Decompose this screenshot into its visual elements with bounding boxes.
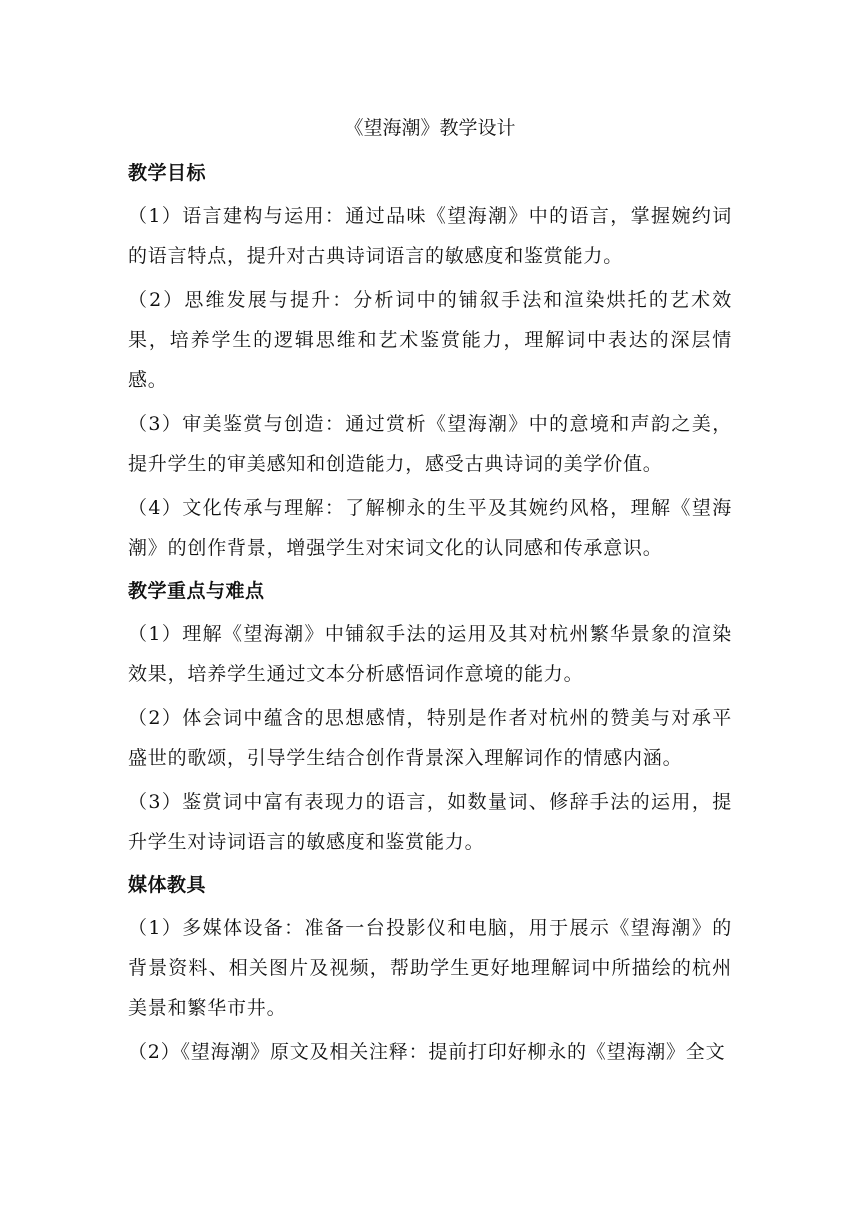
section-heading: 教学目标 (128, 162, 207, 184)
paragraph: （1）理解《望海潮》中铺叙手法的运用及其对杭州繁华景象的渲染效果，培养学生通过文本分析感悟词作意境的能力。 (128, 623, 732, 685)
paragraph: （4）文化传承与理解：了解柳永的生平及其婉约风格，理解《望海潮》的创作背景，增强学生对宋词文化的认同感和传承意识。 (128, 497, 732, 559)
paragraph: （2）体会词中蕴含的思想感情，特别是作者对杭州的赞美与对承平盛世的歌颂，引导学生结合创作背景深入理解词作的情感内涵。 (128, 707, 732, 769)
paragraph: （2）思维发展与提升：分析词中的铺叙手法和渲染烘托的艺术效果，培养学生的逻辑思维和艺术鉴赏能力，理解词中表达的深层情感。 (128, 289, 732, 391)
paragraph: （1）多媒体设备：准备一台投影仪和电脑，用于展示《望海潮》的背景资料、相关图片及视频，帮助学生更好地理解词中所描绘的杭州美景和繁华市井。 (128, 917, 732, 1019)
section-media-tools (128, 866, 732, 1072)
paragraph: （3）鉴赏词中富有表现力的语言，如数量词、修辞手法的运用，提升学生对诗词语言的敏感度和鉴赏能力。 (128, 791, 732, 853)
section-heading: 媒体教具 (128, 874, 207, 896)
paragraph: （2）《望海潮》原文及相关注释：提前打印好柳永的《望海潮》全文 (128, 1041, 726, 1063)
document-body (128, 154, 732, 1076)
paragraph: （1）语言建构与运用：通过品味《望海潮》中的语言，掌握婉约词的语言特点，提升对古典诗词语言的敏感度和鉴赏能力。 (128, 205, 732, 267)
section-key-points (128, 572, 732, 862)
section-heading: 教学重点与难点 (128, 580, 265, 602)
paragraph: （3）审美鉴赏与创造：通过赏析《望海潮》中的意境和声韵之美，提升学生的审美感知和创造能力，感受古典诗词的美学价值。 (128, 413, 732, 475)
document-title: 《望海潮》教学设计 (344, 117, 516, 139)
section-teaching-objectives (128, 154, 732, 568)
